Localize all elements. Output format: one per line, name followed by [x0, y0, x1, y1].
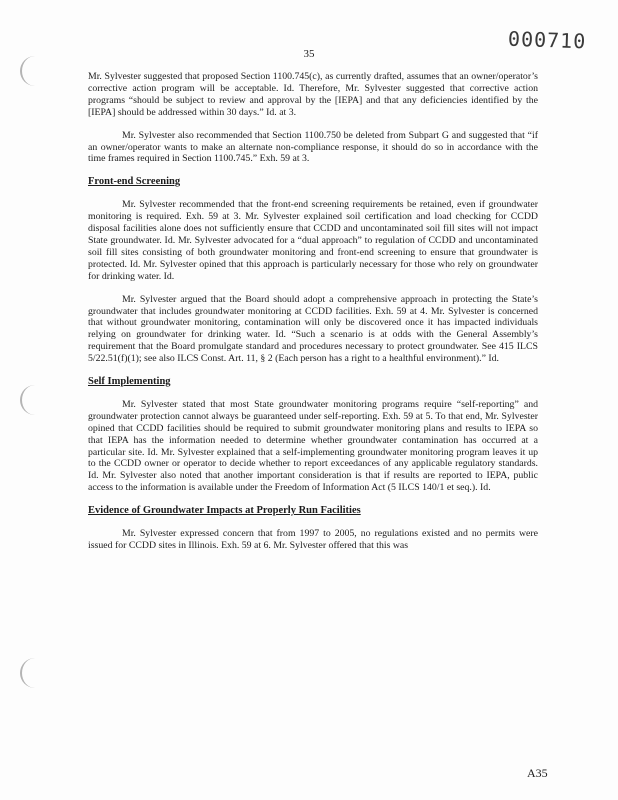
section-heading: Self Implementing: [88, 376, 171, 388]
footer-page-number: A35: [527, 766, 548, 780]
punch-hole-mark: [20, 385, 42, 415]
paragraph: Mr. Sylvester suggested that proposed Section 1100.745(c), as currently drafted, assumes that an owner/operator’s corrective action program will be acceptable. Id. Therefore, Mr. Sylvester suggested that corrective action programs “should be subject to review and approval by the [IEPA] and that any deficiencies identified by the [IEPA] should be addressed within 30 days.” Id. at 3.: [88, 71, 538, 118]
paragraph: Mr. Sylvester stated that most State groundwater monitoring programs require “self-reporting” and groundwater protection cannot always be guaranteed under self-reporting. Exh. 59 at 5. To that end, Mr. Sylvester opined that CCDD facilities should be required to submit groundwater monitoring plans and results to IEPA so that IEPA has the information needed to determine whether groundwater contamination has occurred at a particular site. Id. Mr. Sylvester explained that a self-implementing groundwater monitoring program leaves it up to the CCDD owner or operator to decide whether to report exceedances of any applicable regulatory standards. Id. Mr. Sylvester also noted that another important consideration is that if results are reported to IEPA, public access to the information is available under the Freedom of Information Act (5 ILCS 140/1 et seq.). Id.: [88, 398, 538, 494]
section-heading: Evidence of Groundwater Impacts at Properly Run Facilities: [88, 505, 361, 517]
paragraph: Mr. Sylvester also recommended that Section 1100.750 be deleted from Subpart G and suggested that “if an owner/operator wants to make an alternate non-compliance response, it should do so in accordance with the time frames required in Section 1100.745.” Exh. 59 at 3.: [88, 129, 538, 165]
paragraph: Mr. Sylvester argued that the Board should adopt a comprehensive approach in protecting the State’s groundwater that includes groundwater monitoring at CCDD facilities. Exh. 59 at 4. Mr. Sylvester is concerned that without groundwater monitoring, contamination will only be discovered once it has impacted individuals relying on groundwater for drinking water. Id. “Such a scenario is at odds with the General Assembly’s requirement that the Board promulgate standard and procedures necessary to protect groundwater. See 415 ILCS 5/22.51(f)(1); see also ILCS Const. Art. 11, § 2 (Each person has a right to a healthful environment).” Id.: [88, 293, 538, 365]
paragraph: Mr. Sylvester recommended that the front-end screening requirements be retained, even if groundwater monitoring is required. Exh. 59 at 3. Mr. Sylvester explained soil certification and load checking for CCDD disposal facilities alone does not sufficiently ensure that CCDD and uncontaminated soil fill sites will not impact State groundwater. Id. Mr. Sylvester advocated for a “dual approach” to regulation of CCDD and uncontaminated soil fill sites consisting of both groundwater monitoring and front-end screening to ensure that groundwater is protected. Id. Mr. Sylvester opined that this approach is particularly necessary for those who rely on groundwater for drinking water. Id.: [88, 199, 538, 282]
bates-stamp: 000710: [507, 26, 587, 54]
punch-hole-mark: [20, 658, 42, 688]
punch-hole-mark: [20, 56, 42, 86]
paragraph: Mr. Sylvester expressed concern that from 1997 to 2005, no regulations existed and no permits were issued for CCDD sites in Illinois. Exh. 59 at 6. Mr. Sylvester offered that this was: [88, 528, 538, 551]
page-number: 35: [303, 48, 315, 60]
section-heading: Front-end Screening: [88, 176, 181, 188]
document-body: [88, 71, 538, 563]
